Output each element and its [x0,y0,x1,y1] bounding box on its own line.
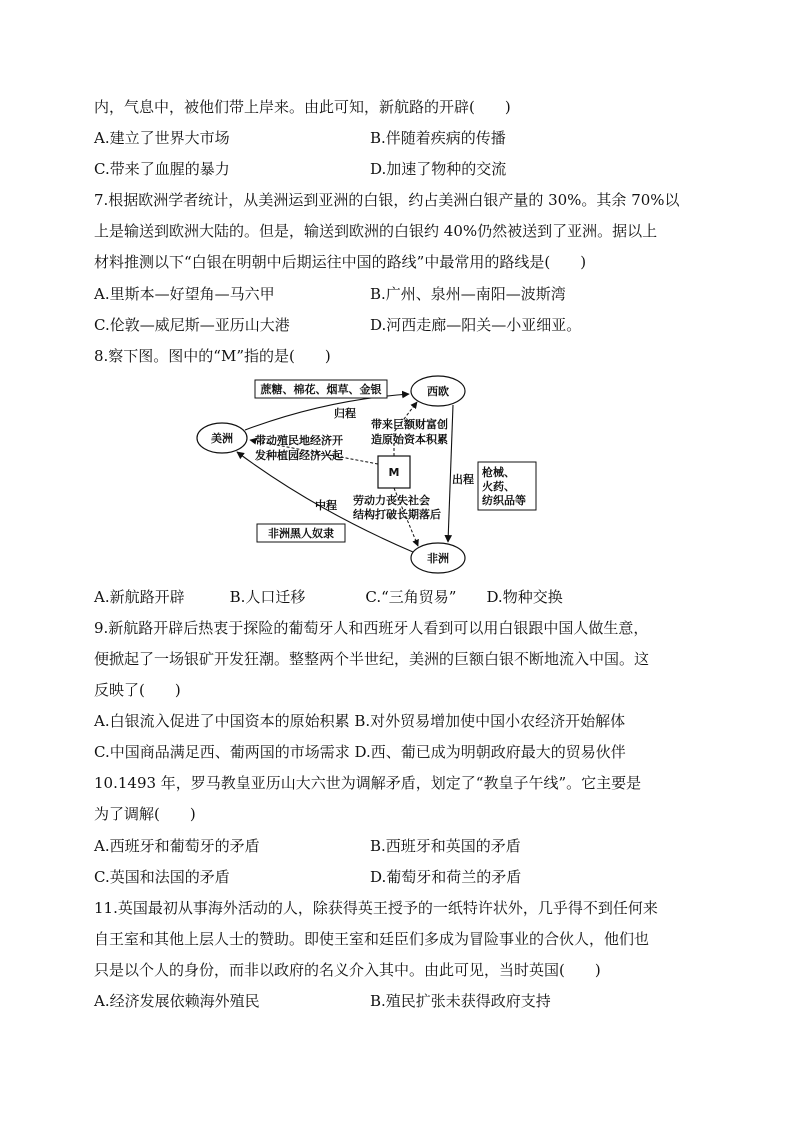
goods-box-label: 蔗糖、棉花、烟草、金银 [260,383,382,396]
q7-option-a: A.里斯本—好望角—马六甲 [94,285,275,303]
q6-option-d: D.加速了物种的交流 [370,160,507,178]
slaves-box-label: 非洲黑人奴隶 [268,527,334,540]
return-leg-label: 归程 [334,407,356,420]
q7-option-d: D.河西走廊—阳关—小亚细亚。 [370,316,582,334]
q10-option-a: A.西班牙和葡萄牙的矛盾 [94,837,260,855]
q10-stem-line2: 为了调解( ) [94,805,196,823]
q9-stem-line3: 反映了( ) [94,681,181,699]
q7-stem-line2: 上是输送到欧洲大陆的。但是，输送到欧洲的白银约 40%仍然被送到了亚洲。据以上 [94,222,658,240]
colony-label-1: 带动殖民地经济开 [255,434,343,447]
node-africa-label: 非洲 [427,552,449,565]
labor-label-2: 结构打破长期落后 [353,508,441,521]
q8-stem: 8.察下图。图中的“M”指的是( ) [94,347,331,365]
q10-option-b: B.西班牙和英国的矛盾 [370,837,521,855]
goods-box [255,380,387,398]
q11-option-a: A.经济发展依赖海外殖民 [94,992,260,1010]
guns-box [478,462,536,510]
q8-options: A.新航路开辟 B.人口迁移 C.“三角贸易” D.物种交换 [94,588,563,606]
node-americas [197,423,247,453]
labor-label-1: 劳动力丧失社会 [353,494,430,507]
triangular-trade-diagram [195,370,605,580]
q10-stem-line1: 10.1493 年，罗马教皇亚历山大六世为调解矛盾，划定了“教皇子午线”。它主要是 [94,774,642,792]
outbound-leg-label: 出程 [452,473,474,486]
colony-label-2: 发种植园经济兴起 [255,449,343,462]
node-west-europe [411,376,465,406]
q7-stem-line3: 材料推测以下“白银在明朝中后期运往中国的路线”中最常用的路线是( ) [94,253,587,271]
guns-label-1: 枪械、 [482,466,515,479]
q6-option-c: C.带来了血腥的暴力 [94,160,230,178]
q6-option-a: A.建立了世界大市场 [94,129,230,147]
slaves-box [257,524,345,542]
q9-stem-line2: 便掀起了一场银矿开发狂潮。整整两个半世纪，美洲的巨额白银不断地流入中国。这 [94,650,650,668]
q11-stem-line2: 自王室和其他上层人士的赞助。即使王室和廷臣们多成为冒险事业的合伙人，他们也 [94,930,650,948]
q11-option-b: B.殖民扩张未获得政府支持 [370,992,551,1010]
q6-stem-end: 内，气息中，被他们带上岸来。由此可知，新航路的开辟( ) [94,98,511,116]
middle-leg-label: 中程 [315,499,337,512]
q9-options-ab: A.白银流入促进了中国资本的原始积累 B.对外贸易增加使中国小农经济开始解体 [94,712,626,730]
q10-option-c: C.英国和法国的矛盾 [94,868,230,886]
wealth-label-1: 带来巨额财富创 [371,418,448,431]
node-west-europe-label: 西欧 [427,385,449,398]
m-label: M [388,466,400,479]
q6-option-b: B.伴随着疾病的传播 [370,129,506,147]
q9-stem-line1: 9.新航路开辟后热衷于探险的葡萄牙人和西班牙人看到可以用白银跟中国人做生意， [94,619,649,637]
q9-options-cd: C.中国商品满足西、葡两国的市场需求 D.西、葡已成为明朝政府最大的贸易伙伴 [94,743,626,761]
q10-option-d: D.葡萄牙和荷兰的矛盾 [370,868,522,886]
wealth-label-2: 造原始资本积累 [371,433,448,446]
triangular-trade-svg [195,370,605,580]
guns-label-3: 纺织品等 [482,494,526,507]
q7-stem-line1: 7.根据欧洲学者统计，从美洲运到亚洲的白银，约占美洲白银产量的 30%。其余 70%以 [94,191,680,209]
q11-stem-line3: 只是以个人的身份，而非以政府的名义介入其中。由此可见，当时英国( ) [94,961,601,979]
node-americas-label: 美洲 [211,432,233,445]
guns-label-2: 火药、 [482,480,515,493]
q7-option-c: C.伦敦—威尼斯—亚历山大港 [94,316,290,334]
q11-stem-line1: 11.英国最初从事海外活动的人，除获得英王授予的一纸特许状外，几乎得不到任何来 [94,899,658,917]
m-box [378,456,410,488]
q7-option-b: B.广州、泉州—南阳—波斯湾 [370,285,566,303]
node-africa [411,543,465,573]
